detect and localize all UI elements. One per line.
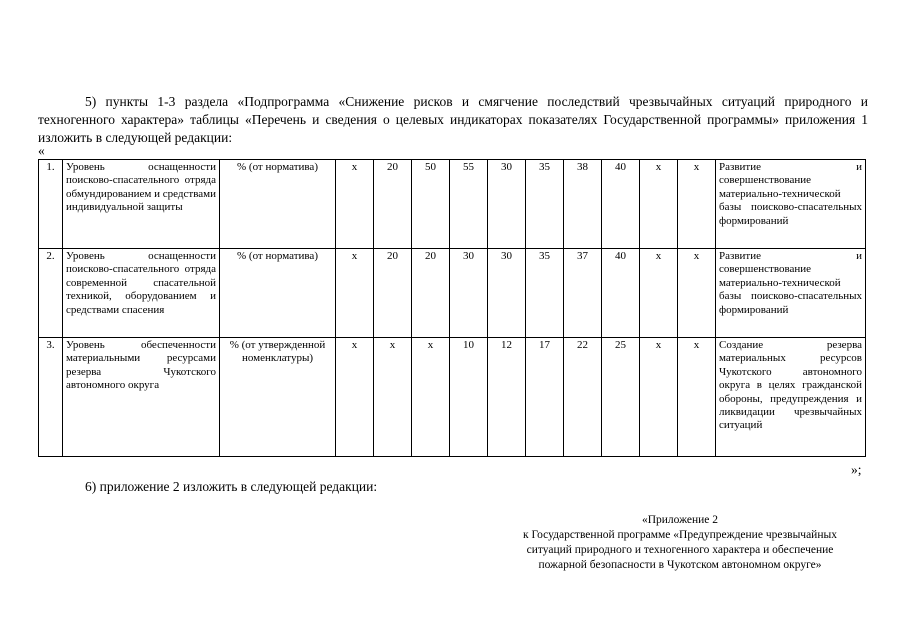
value-cell: 20	[374, 249, 412, 338]
table-row	[39, 160, 866, 249]
value-cell: х	[412, 338, 450, 457]
value-cell: 17	[526, 338, 564, 457]
paragraph-6: 6) приложение 2 изложить в следующей редакции:	[85, 479, 378, 494]
row-number: 2.	[39, 249, 63, 338]
value-cell: х	[374, 338, 412, 457]
value-cell: 10	[450, 338, 488, 457]
value-cell: х	[336, 249, 374, 338]
paragraph-5: 5) пункты 1-3 раздела «Подпрограмма «Снижение рисков и смягчение последствий чрезвычайных ситуаций природного и техногенного характера» таблицы «Перечень и сведения о целевых индикаторах показателях Государственной программы» приложения 1 изложить в следующей редакции:	[38, 94, 868, 145]
table-row	[39, 338, 866, 457]
value-cell: 30	[488, 160, 526, 249]
unit: % (от утвержденной номенклатуры)	[220, 338, 336, 457]
appendix-subtitle-line: пожарной безопасности в Чукотском автономном округе»	[538, 559, 822, 571]
row-number: 1.	[39, 160, 63, 249]
row-number: 3.	[39, 338, 63, 457]
value-cell: х	[678, 160, 716, 249]
value-cell: 35	[526, 249, 564, 338]
value-cell: 40	[602, 249, 640, 338]
indicators-table	[38, 159, 866, 457]
value-cell: 50	[412, 160, 450, 249]
value-cell: 22	[564, 338, 602, 457]
appendix-subtitle-line: к Государственной программе «Предупреждение чрезвычайных	[523, 529, 837, 541]
table-row	[39, 249, 866, 338]
value-cell: 25	[602, 338, 640, 457]
value-cell: х	[640, 338, 678, 457]
unit: % (от норматива)	[220, 249, 336, 338]
value-cell: х	[640, 160, 678, 249]
indicator-note: Развитие и совершенствование материально-технической базы поисково-спасательных формирований	[716, 249, 866, 338]
value-cell: 20	[412, 249, 450, 338]
closing-quote: »;	[851, 462, 862, 477]
indicator-name: Уровень оснащенности поисково-спасательного отряда современной спасательной техникой, оборудованием и средствами спасения	[63, 249, 220, 338]
value-cell: х	[678, 338, 716, 457]
appendix-subtitle-line: ситуаций природного и техногенного характера и обеспечение	[526, 544, 834, 556]
value-cell: 12	[488, 338, 526, 457]
indicator-note: Развитие и совершенствование материально-технической базы поисково-спасательных формирований	[716, 160, 866, 249]
value-cell: 40	[602, 160, 640, 249]
indicator-name: Уровень оснащенности поисково-спасательного отряда обмундированием и средствами индивидуальной защиты	[63, 160, 220, 249]
value-cell: х	[640, 249, 678, 338]
value-cell: 20	[374, 160, 412, 249]
value-cell: х	[336, 338, 374, 457]
value-cell: 30	[488, 249, 526, 338]
appendix-title: «Приложение 2	[641, 514, 719, 526]
value-cell: 55	[450, 160, 488, 249]
appendix-heading	[500, 513, 860, 573]
opening-quote: «	[38, 143, 45, 158]
indicator-note: Создание резерва материальных ресурсов Чукотского автономного округа в целях гражданской обороны, предупреждения и ликвидации чрезвычайных ситуаций	[716, 338, 866, 457]
value-cell: 38	[564, 160, 602, 249]
value-cell: х	[336, 160, 374, 249]
value-cell: 35	[526, 160, 564, 249]
unit: % (от норматива)	[220, 160, 336, 249]
value-cell: 30	[450, 249, 488, 338]
value-cell: х	[678, 249, 716, 338]
indicator-name: Уровень обеспеченности материальными ресурсами резерва Чукотского автономного округа	[63, 338, 220, 457]
value-cell: 37	[564, 249, 602, 338]
